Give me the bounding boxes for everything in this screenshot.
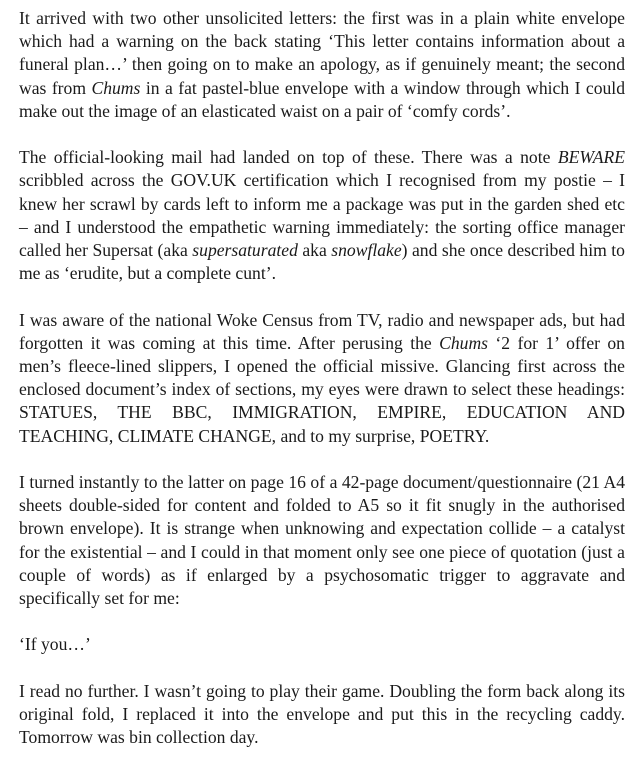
- text-run: aka: [297, 240, 332, 261]
- text-run: I read no further. I wasn’t going to play their game. Doubling the form back along its original fold, I replaced it into the envelope and put this in the recycling caddy. Tomorrow was bin collection day.: [19, 680, 625, 748]
- brand-name-chums: Chums: [91, 77, 141, 98]
- text-run: I was aware of the national Woke Census from TV, radio and newspaper ads, but had forgotten it was coming at this time. After perusing the: [19, 309, 625, 353]
- text-run: in a fat pastel-blue envelope with a window through which I could make out the image of an elasticated waist on a pair of ‘comfy cords’.: [19, 77, 625, 121]
- emphasis-snowflake: snowflake: [331, 240, 402, 261]
- text-run: ) and she once described him to me as ‘erudite, but a complete cunt’.: [19, 240, 625, 284]
- paragraph-woke-census: [19, 309, 625, 448]
- paragraph-poetry-section: [19, 471, 625, 610]
- text-run: I turned instantly to the latter on page 16 of a 42-page document/questionnaire (21 A4 sheets double-sided for content and folded to A5 so it fit snugly in the authorised brown envelope). It is strange when unknowing and expectation collide – a catalyst for the existential – and I could in that moment only see one piece of quotation (just a couple of words) as if enlarged by a psychosomatic trigger to aggravate and specifically set for me:: [19, 472, 625, 609]
- text-run: The official-looking mail had landed on top of these. There was a note: [19, 147, 558, 168]
- paragraph-official-mail: [19, 146, 625, 285]
- brand-name-chums: Chums: [439, 332, 488, 353]
- text-run: ‘If you…’: [19, 634, 91, 655]
- paragraph-quotation: [19, 633, 625, 656]
- text-run: scribbled across the GOV.UK certification which I recognised from my postie – I knew her scrawl by cards left to inform me a package was put in the garden shed etc – and I understood the empathetic warning immediately: the sorting office manager called her Supersat (aka: [19, 170, 625, 261]
- paragraph-conclusion: [19, 680, 625, 750]
- text-run: ‘2 for 1’ offer on men’s fleece-lined slippers, I opened the official missive. Glancing first across the enclosed document’s index of sections, my eyes were drawn to select these headings: STATUES, THE BBC, IMMIGRATION, EMPIRE, EDUCATION AND TEACHING, CLIMATE CHANGE, and to my surprise, POETRY.: [19, 332, 625, 446]
- paragraph-letters-arrival: [19, 7, 625, 123]
- emphasis-beware: BEWARE: [557, 147, 625, 168]
- emphasis-supersaturated: supersaturated: [192, 240, 298, 261]
- text-run: It arrived with two other unsolicited letters: the first was in a plain white envelope which had a warning on the back stating ‘This letter contains information about a funeral plan…’ then going on to make an apology, as if genuinely meant; the second was from: [19, 8, 625, 98]
